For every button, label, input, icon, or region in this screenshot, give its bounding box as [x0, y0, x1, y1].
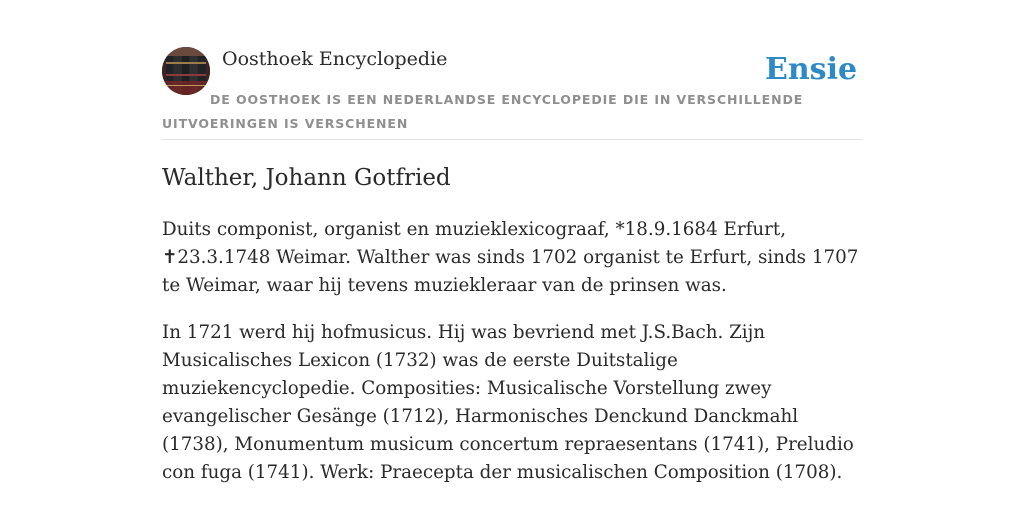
ensie-logo-link[interactable]: Ensie [765, 52, 858, 87]
header-divider [162, 139, 862, 140]
article-paragraph: Duits componist, organist en muzieklexicograaf, *18.9.1684 Erfurt, ✝23.3.1748 Weimar. Walther was sinds 1702 organist te Erfurt, sinds 1707 te Weimar, waar hij tevens muziekleraar van de prinsen was. [162, 219, 859, 296]
article-title: Walther, Johann Gotfried [162, 165, 451, 191]
source-name[interactable]: Oosthoek Encyclopedie [222, 48, 448, 70]
source-description: DE OOSTHOEK IS EEN NEDERLANDSE ENCYCLOPEDIE DIE IN VERSCHILLENDE UITVOERINGEN IS VERSCHENEN [162, 92, 804, 131]
article-paragraph: In 1721 werd hij hofmusicus. Hij was bevriend met J.S.Bach. Zijn Musicalisches Lexicon (1732) was de eerste Duitstalige muziekencyclopedie. Composities: Musicalische Vorstellung zwey evangelischer Gesänge (1712), Harmonisches Denckund Danckmahl (1738), Monumentum musicum concertum repraesentans (1741), Preludio con fuga (1741). Werk: Praecepta der musicalischen Composition (1708). [162, 322, 854, 483]
